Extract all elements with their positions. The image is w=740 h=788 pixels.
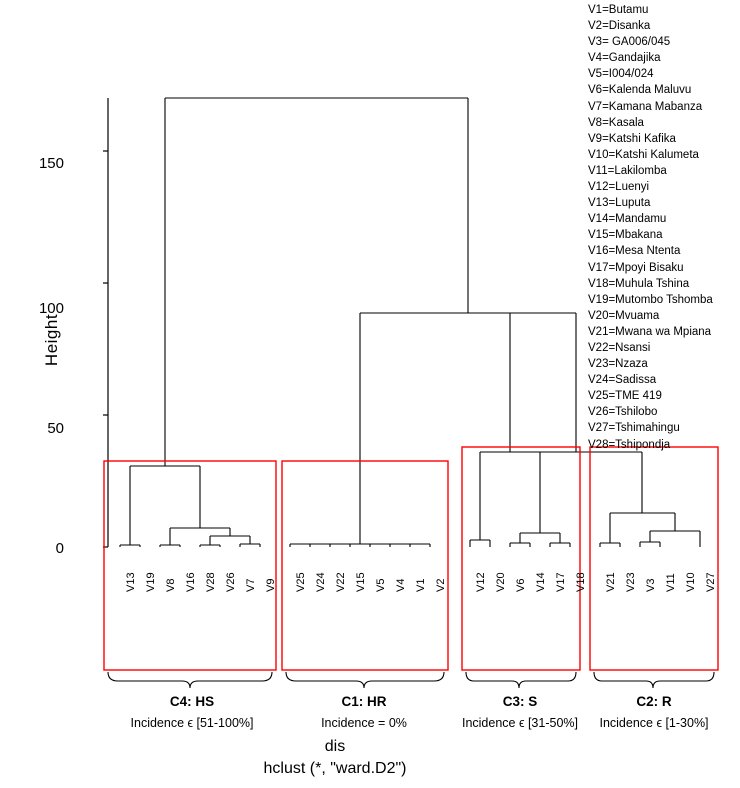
legend-entry: V2=Disanka <box>588 20 651 33</box>
legend-entry: V11=Lakilomba <box>588 164 667 177</box>
leaf-label: V8 <box>165 578 177 592</box>
leaf-label: V9 <box>265 578 277 592</box>
cluster-sublabel-c1: Incidence = 0% <box>321 716 407 730</box>
legend-entry: V18=Muhula Tshina <box>588 277 690 290</box>
leaf-label: V20 <box>495 572 507 592</box>
legend-entry: V19=Mutombo Tshomba <box>588 293 713 306</box>
leaf-label: V25 <box>295 572 307 592</box>
legend-entry: V26=Tshilobo <box>588 406 658 419</box>
leaf-label: V11 <box>665 573 677 592</box>
legend-entry: V4=Gandajika <box>588 52 661 65</box>
legend-entry: V5=I004/024 <box>588 68 654 81</box>
leaf-label: V2 <box>435 578 447 592</box>
legend-entry: V10=Katshi Kalumeta <box>588 148 699 161</box>
legend-entry: V28=Tshipondja <box>588 438 671 451</box>
leaf-label: V16 <box>185 572 197 592</box>
y-tick-50: 50 <box>47 420 64 437</box>
variety-legend <box>588 2 713 453</box>
legend-entry: V25=TME 419 <box>588 390 662 403</box>
leaf-label: V14 <box>535 572 547 592</box>
legend-entry: V23=Nzaza <box>588 358 648 371</box>
x-axis-sublabel: hclust (*, "ward.D2") <box>263 760 407 777</box>
leaf-label: V4 <box>395 578 407 592</box>
legend-entry: V12=Luenyi <box>588 181 650 194</box>
legend-entry: V20=Mvuama <box>588 309 660 322</box>
legend-entry: V8=Kasala <box>588 116 644 129</box>
leaf-label: V23 <box>625 572 637 592</box>
cluster-label-c2: C2: R <box>636 694 672 709</box>
leaf-label: V21 <box>605 572 617 592</box>
y-tick-100: 100 <box>38 300 64 317</box>
cluster-sublabel-c2: Incidence ϵ [1-30%] <box>599 716 709 730</box>
leaf-label: V28 <box>205 572 217 592</box>
legend-entry: V9=Katshi Kafika <box>588 132 676 145</box>
legend-entry: V14=Mandamu <box>588 213 667 226</box>
leaf-label: V26 <box>225 572 237 592</box>
legend-entry: V15=Mbakana <box>588 229 663 242</box>
leaf-label: V5 <box>375 578 387 592</box>
cluster-label-c4: C4: HS <box>169 694 215 709</box>
leaf-label: V7 <box>245 578 257 592</box>
leaf-label: V18 <box>575 572 587 592</box>
legend-entry: V3= GA006/045 <box>588 36 671 49</box>
leaf-label: V3 <box>645 578 657 592</box>
legend-entry: V6=Kalenda Maluvu <box>588 84 692 97</box>
leaf-label: V6 <box>515 578 527 592</box>
legend-entry: V17=Mpoyi Bisaku <box>588 261 684 274</box>
cluster-braces <box>108 672 714 688</box>
y-axis-label: Height <box>42 313 61 367</box>
leaf-label: V1 <box>415 578 427 592</box>
leaf-label: V17 <box>555 572 567 592</box>
cluster-label-c3: C3: S <box>502 694 538 709</box>
leaf-label: V13 <box>125 572 137 592</box>
legend-entry: V21=Mwana wa Mpiana <box>588 325 712 338</box>
leaf-label: V12 <box>475 572 487 592</box>
legend-entry: V13=Luputa <box>588 197 651 210</box>
y-tick-0: 0 <box>55 540 64 557</box>
leaf-label: V15 <box>355 572 367 592</box>
legend-entry: V22=Nsansi <box>588 341 651 354</box>
leaf-label: V22 <box>335 572 347 592</box>
cluster-sublabel-c4: Incidence ϵ [51-100%] <box>130 716 254 730</box>
x-axis-label: dis <box>324 738 346 755</box>
leaf-label: V19 <box>145 572 157 592</box>
cluster-boxes <box>104 447 718 670</box>
legend-entry: V27=Tshimahingu <box>588 422 680 435</box>
cluster-sublabel-c3: Incidence ϵ [31-50%] <box>461 716 578 730</box>
legend-entry: V7=Kamana Mabanza <box>588 100 703 113</box>
legend-entry: V16=Mesa Ntenta <box>588 245 681 258</box>
cluster-label-c1: C1: HR <box>341 694 387 709</box>
legend-entry: V1=Butamu <box>588 4 649 16</box>
legend-entry: V24=Sadissa <box>588 374 657 387</box>
leaf-label: V10 <box>685 572 697 592</box>
leaf-label: V27 <box>705 572 717 592</box>
leaf-label: V24 <box>315 572 327 592</box>
y-tick-150: 150 <box>38 155 64 172</box>
